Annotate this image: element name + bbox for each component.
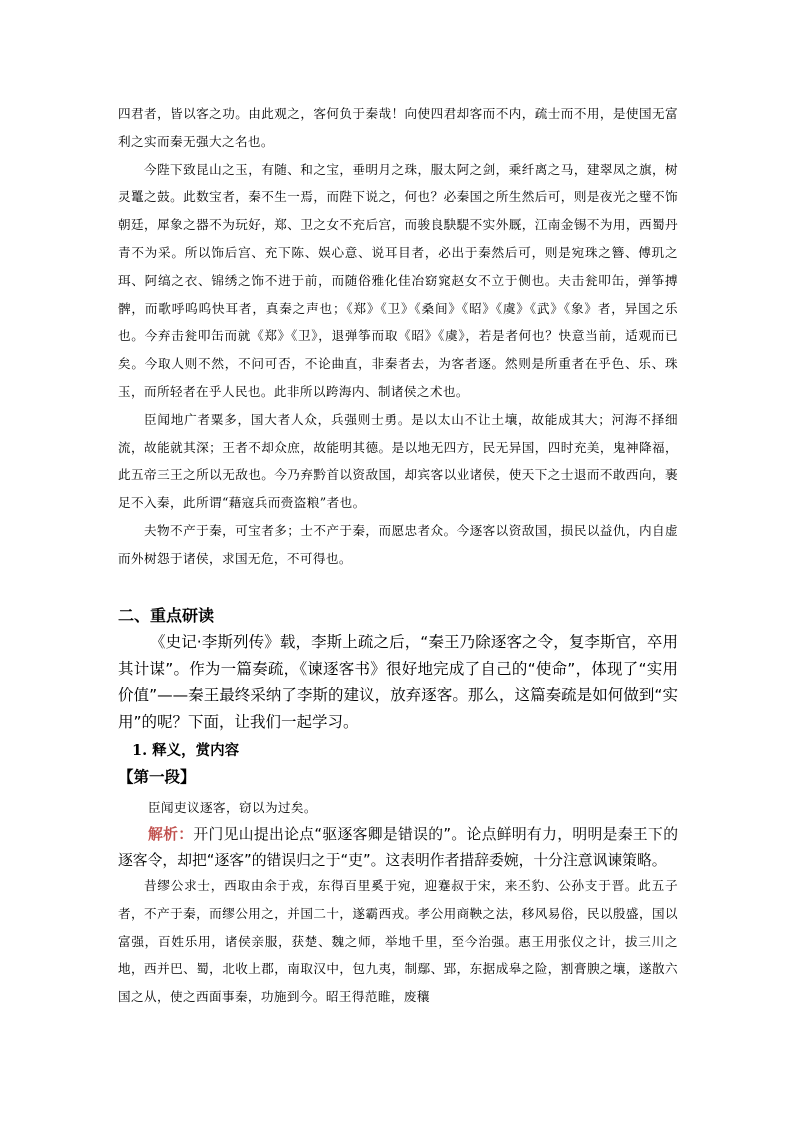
passage-paragraph: 昔缪公求士，西取由余于戎，东得百里奚于宛，迎蹇叔于宋，来丕豹、公孙支于晋。此五子者，不产于秦，而缪公用之，并国二十，遂霸西戎。孝公用商鞅之法，移风易俗，民以殷盛，国以富强，百姓乐用，诸侯亲服，获楚、魏之师，举地千里，至今治强。惠王用张仪之计，拔三川之地，西并巴、蜀，北收上郡，南取汉中，包九夷，制鄢、郢，东据成皋之险，割膏腴之壤，遂散六国之从，使之西面事秦，功施到今。昭王得范睢，废穰: [118, 878, 678, 1005]
analysis-paragraph: [118, 822, 678, 874]
analysis-text: 开门见山提出论点“驱逐客卿是错误的”。论点鲜明有力，明明是秦王下的逐客令，却把“逐客”的错误归之于“吏”。这表明作者措辞委婉，十分注意讽谏策略。: [118, 826, 678, 869]
subsection-title: 1. 释义，赏内容: [132, 742, 240, 759]
passage-paragraph: 四君者，皆以客之功。由此观之，客何负于秦哉！向使四君却客而不内，疏士而不用，是使国无富利之实而秦无强大之名也。: [118, 106, 678, 149]
section-intro: 《史记·李斯列传》载，李斯上疏之后，“秦王乃除逐客之令，复李斯官，卒用其计谋”。作为一篇奏疏，《谏逐客书》很好地完成了自己的“使命”，体现了“实用价值”——秦王最终采纳了李斯的建议，放弃逐客。那么，这篇奏疏是如何做到“实用”的呢？下面，让我们一起学习。: [118, 633, 678, 731]
paragraph-tag: 【第一段】: [118, 768, 196, 786]
quoted-sentence: 臣闻吏议逐客，窃以为过矣。: [148, 800, 317, 815]
classical-passage: [118, 100, 678, 573]
passage-paragraph: 夫物不产于秦，可宝者多；士不产于秦，而愿忠者众。今逐客以资敌国，损民以益仇，内自虚而外树怨于诸侯，求国无危，不可得也。: [118, 522, 678, 566]
passage-paragraph: 今陛下致昆山之玉，有随、和之宝，垂明月之珠，服太阿之剑，乘纤离之马，建翠凤之旗，树灵鼍之鼓。此数宝者，秦不生一焉，而陛下说之，何也？必秦国之所生然后可，则是夜光之璧不饰朝廷，犀象之器不为玩好，郑、卫之女不充后宫，而骏良駃騠不实外厩，江南金锡不为用，西蜀丹青不为采。所以饰后宫、充下陈、娱心意、说耳目者，必出于秦然后可，则是宛珠之簪、傅玑之珥、阿缟之衣、锦绣之饰不进于前，而随俗雅化佳冶窈窕赵女不立于侧也。夫击瓮叩缶，弹筝搏髀，而歌呼呜呜快耳者，真秦之声也；《郑》《卫》《桑间》《昭》《虞》《武》《象》者，异国之乐也。今弃击瓮叩缶而就《郑》《卫》，退弹筝而取《昭》《虞》，若是者何也？快意当前，适观而已矣。今取人则不然，不问可否，不论曲直，非秦者去，为客者逐。然则是所重者在乎色、乐、珠玉，而所轻者在乎人民也。此非所以跨海内、制诸侯之术也。: [118, 161, 678, 399]
classical-passage-2: [118, 872, 678, 1011]
section-title: 二、重点研读: [118, 606, 215, 625]
page-content: [118, 100, 678, 1005]
passage-paragraph: 臣闻地广者粟多，国大者人众，兵强则士勇。是以太山不让土壤，故能成其大；河海不择细流，故能就其深；王者不却众庶，故能明其德。是以地无四方，民无异国，四时充美，鬼神降福，此五帝三王之所以无敌也。今乃弃黔首以资敌国，却宾客以业诸侯，使天下之士退而不敢西向，裹足不入秦，此所谓“藉寇兵而赍盗粮”者也。: [118, 411, 678, 511]
analysis-label: 解析：: [148, 826, 194, 843]
